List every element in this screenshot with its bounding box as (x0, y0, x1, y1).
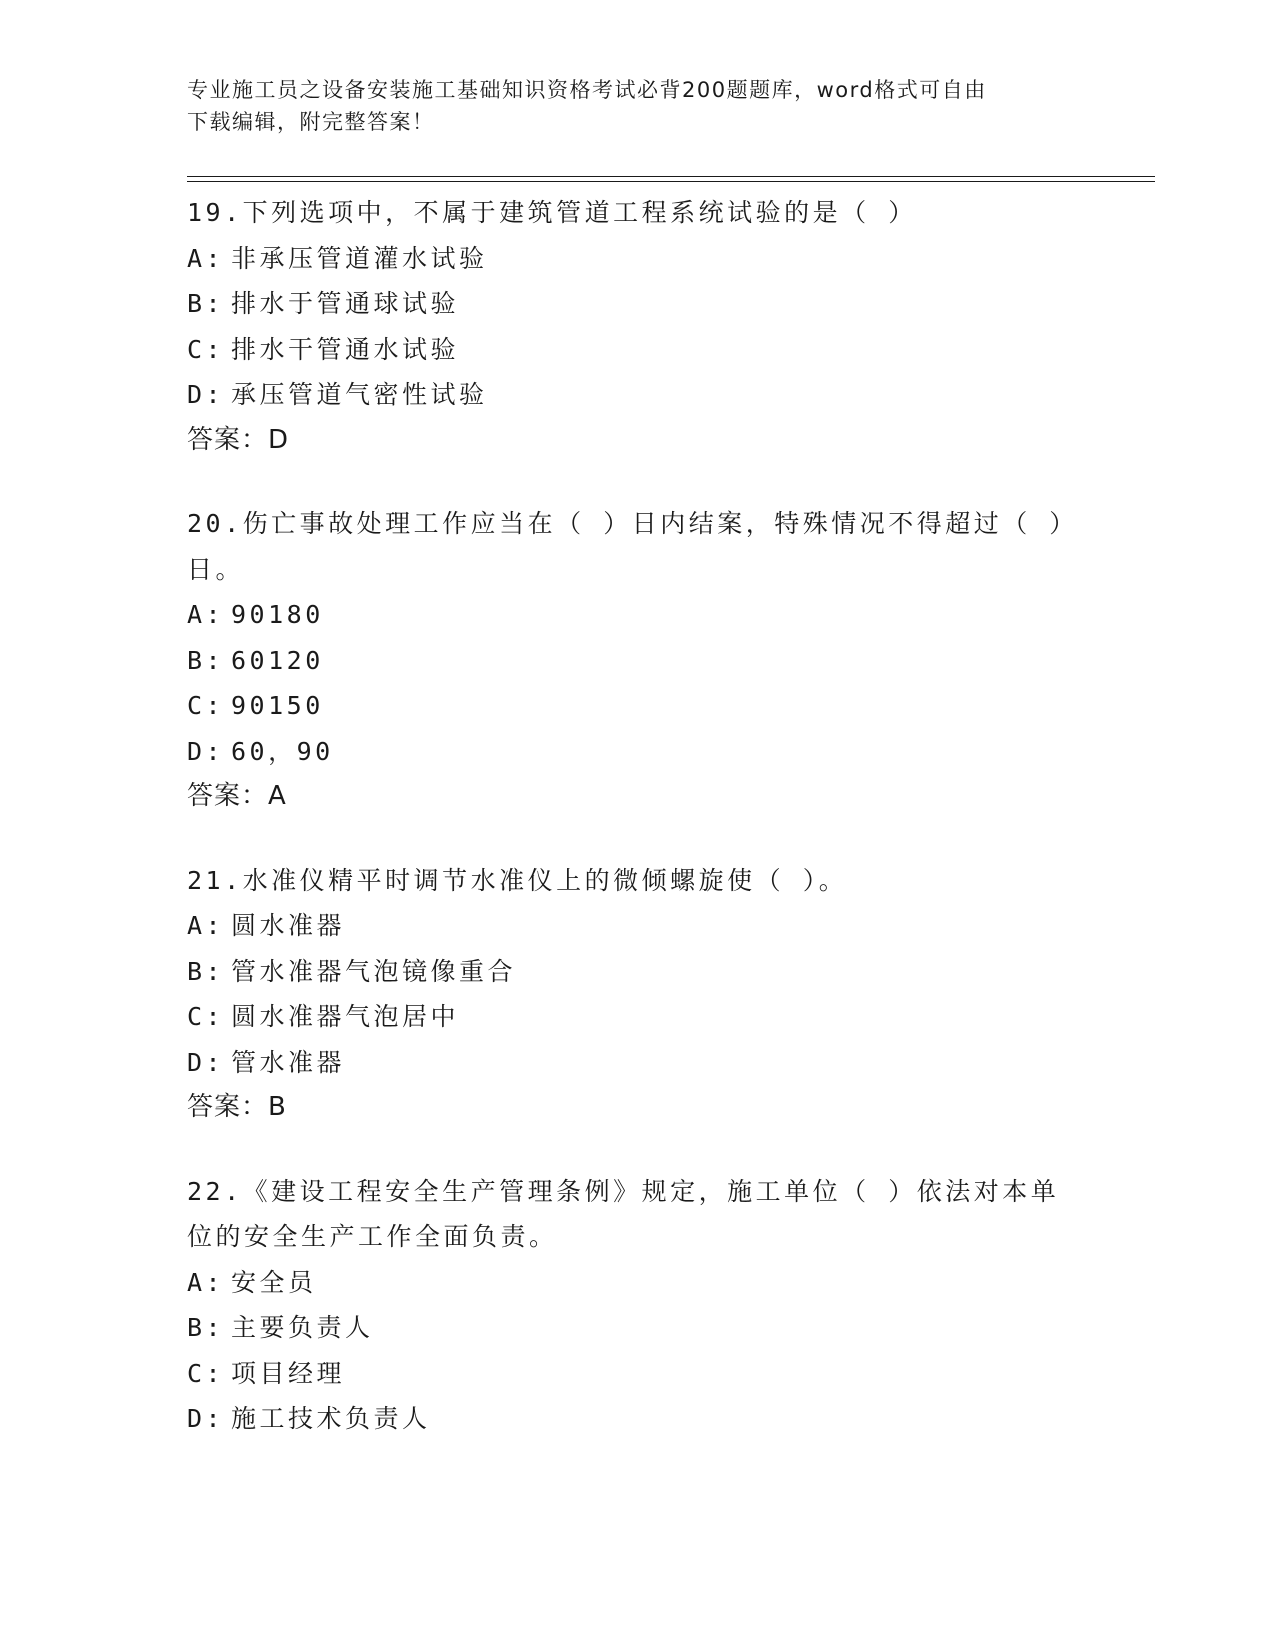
option-key: A: (187, 600, 225, 629)
option-c (187, 994, 1087, 1040)
answer-line: 答案：A (187, 781, 287, 811)
option-text: 60120 (231, 645, 324, 675)
option-key: D: (187, 1047, 225, 1077)
option-key: D: (187, 1404, 225, 1433)
option-key: D: (187, 380, 225, 409)
option-key: C: (187, 691, 225, 720)
option-b (187, 1305, 1087, 1351)
option-b (187, 281, 1087, 327)
option-a (187, 903, 1087, 949)
option-key: A: (187, 1267, 225, 1297)
option-text: 圆水准器 (231, 911, 346, 940)
option-key: A: (187, 911, 225, 940)
question-22 (187, 1169, 1087, 1442)
answer-line: 答案：B (187, 1092, 287, 1122)
question-stem: 22.《建设工程安全生产管理条例》规定，施工单位（ ）依法对本单位的安全生产工作全面负责。 (187, 1176, 1060, 1251)
question-list (187, 190, 1087, 1480)
option-text: 管水准器气泡镜像重合 (231, 956, 517, 986)
header-divider-bottom (187, 181, 1155, 182)
document-header (187, 74, 1077, 138)
option-a (187, 1260, 1087, 1306)
option-text: 排水于管通球试验 (231, 289, 460, 318)
option-key: B: (187, 1313, 225, 1342)
option-text: 承压管道气密性试验 (231, 380, 488, 409)
option-d (187, 1040, 1087, 1086)
question-20 (187, 501, 1087, 820)
option-c (187, 1351, 1087, 1397)
option-a (187, 236, 1087, 282)
option-key: C: (187, 1358, 225, 1388)
answer-line: 答案：D (187, 424, 290, 455)
option-text: 90180 (231, 600, 324, 629)
question-19 (187, 190, 1087, 463)
option-text: 主要负责人 (231, 1313, 374, 1342)
option-text: 圆水准器气泡居中 (231, 1002, 460, 1031)
option-d (187, 729, 1087, 775)
option-c (187, 683, 1087, 729)
question-stem: 21.水准仪精平时调节水准仪上的微倾螺旋使（ ）。 (187, 865, 848, 895)
option-text: 管水准器 (231, 1047, 346, 1077)
option-text: 非承压管道灌水试验 (231, 243, 488, 273)
option-key: C: (187, 334, 225, 364)
option-key: A: (187, 243, 225, 273)
question-stem: 20.伤亡事故处理工作应当在（ ）日内结案，特殊情况不得超过（ ）日。 (187, 509, 1078, 584)
option-key: C: (187, 1002, 225, 1031)
option-key: B: (187, 956, 225, 986)
header-line-1: 专业施工员之设备安装施工基础知识资格考试必背200题题库，word格式可自由 (187, 78, 987, 102)
option-text: 90150 (231, 691, 324, 720)
option-text: 排水干管通水试验 (231, 334, 460, 364)
question-stem: 19.下列选项中，不属于建筑管道工程系统试验的是（ ） (187, 198, 917, 227)
option-key: B: (187, 289, 225, 318)
header-divider-top (187, 176, 1155, 177)
option-d (187, 1396, 1087, 1442)
option-text: 安全员 (231, 1267, 317, 1297)
question-21 (187, 858, 1087, 1131)
option-key: B: (187, 645, 225, 675)
option-a (187, 592, 1087, 638)
option-text: 施工技术负责人 (231, 1404, 431, 1433)
option-b (187, 638, 1087, 684)
option-key: D: (187, 736, 225, 766)
option-b (187, 949, 1087, 995)
header-line-2: 下载编辑，附完整答案！ (187, 110, 435, 134)
option-c (187, 327, 1087, 373)
option-d (187, 372, 1087, 418)
option-text: 60，90 (231, 736, 334, 766)
option-text: 项目经理 (231, 1358, 346, 1388)
